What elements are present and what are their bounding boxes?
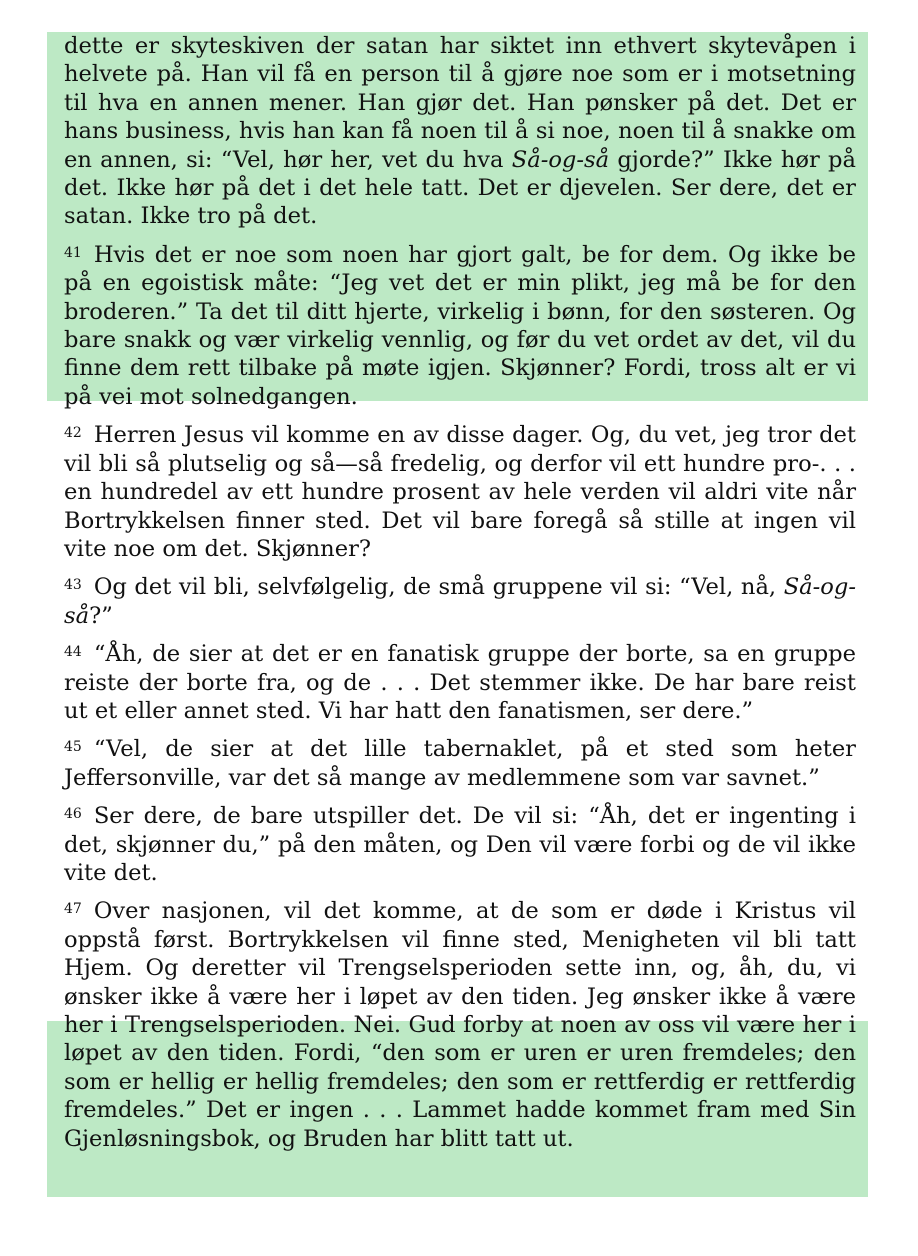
paragraph-number: 47 <box>64 901 82 918</box>
paragraph-text: “Vel, de sier at det lille tabernaklet, på et sted som heter Jeffersonville, var det så mange av medlemmene som var savnet.” <box>64 736 856 791</box>
italic-text: Så-og-så <box>64 574 856 629</box>
paragraph <box>64 733 856 792</box>
paragraph <box>64 571 856 630</box>
paragraph-number: 45 <box>64 739 82 756</box>
paragraph-number: 42 <box>64 425 82 442</box>
paragraph-number: 41 <box>64 244 82 261</box>
paragraph-text: Over nasjonen, vil det komme, at de som er døde i Kristus vil oppstå først. Bortrykkelsen vil finne sted, Menigheten vil bli tatt Hjem. Og deretter vil Trengselsperioden sette inn, og, åh, du, vi ønsker ikke å være her i løpet av den tiden. Jeg ønsker ikke å være her i Trengselsperioden. Nei. Gud forby at noen av oss vil være her i løpet av den tiden. Fordi, “den som er uren er uren fremdeles; den som er hellig er hellig fremdeles; den som er rettferdig er rettferdig fremdeles.” Det er ingen . . . Lammet hadde kommet fram med Sin Gjenløsningsbok, og Bruden har blitt tatt ut. <box>64 898 856 1152</box>
document-text <box>64 32 856 1161</box>
paragraph <box>64 32 856 231</box>
paragraph <box>64 895 856 1153</box>
paragraph-text: Ser dere, de bare utspiller det. De vil si: “Åh, det er ingenting i det, skjønner du,” på den måten, og Den vil være forbi og de vil ikke vite det. <box>64 803 856 886</box>
paragraph-text: Hvis det er noe som noen har gjort galt, be for dem. Og ikke be på en egoistisk måte: “Jeg vet det er min plikt, jeg må be for den broderen.” Ta det til ditt hjerte, virkelig i bønn, for den søsteren. Og bare snakk og vær virkelig vennlig, og før du vet ordet av det, vil du finne dem rett tilbake på møte igjen. Skjønner? Fordi, tross alt er vi på vei mot solnedgangen. <box>64 241 856 410</box>
paragraph-text: Herren Jesus vil komme en av disse dager. Og, du vet, jeg tror det vil bli så plutselig og så—så fredelig, og derfor vil ett hundre pro-. . . en hundredel av ett hundre prosent av hele verden vil aldri vite når Bortrykkelsen finner sted. Det vil bare foregå så stille at ingen vil vite noe om det. Skjønner? <box>64 422 856 562</box>
paragraph-text: ?” <box>89 602 113 629</box>
paragraph <box>64 239 856 411</box>
paragraph <box>64 419 856 563</box>
paragraph-text: gjorde?” Ikke hør på det. Ikke hør på det i det hele tatt. Det er djevelen. Ser dere, det er satan. Ikke tro på det. <box>64 146 856 230</box>
paragraph-text: dette er skyteskiven der satan har siktet inn ethvert skytevåpen i helvete på. Han vil få en person til å gjøre noe som er i motsetning til hva en annen mener. Han gjør det. Han pønsker på det. Det er hans business, hvis han kan få noen til å si noe, noen til å snakke om en annen, si: “Vel, hør her, vet du hva <box>64 33 856 173</box>
paragraph-text: Og det vil bli, selvfølgelig, de små gruppene vil si: “Vel, nå, <box>93 574 784 601</box>
paragraph-number: 46 <box>64 806 82 823</box>
paragraph <box>64 800 856 887</box>
italic-text: Så-og-så <box>511 146 610 173</box>
paragraph-text: “Åh, de sier at det er en fanatisk gruppe der borte, sa en gruppe reiste der borte fra, og de . . . Det stemmer ikke. De har bare reist ut et eller annet sted. Vi har hatt den fanatismen, ser dere.” <box>64 641 856 724</box>
paragraph-number: 44 <box>64 644 82 661</box>
paragraph <box>64 638 856 725</box>
paragraph-number: 43 <box>64 577 82 594</box>
